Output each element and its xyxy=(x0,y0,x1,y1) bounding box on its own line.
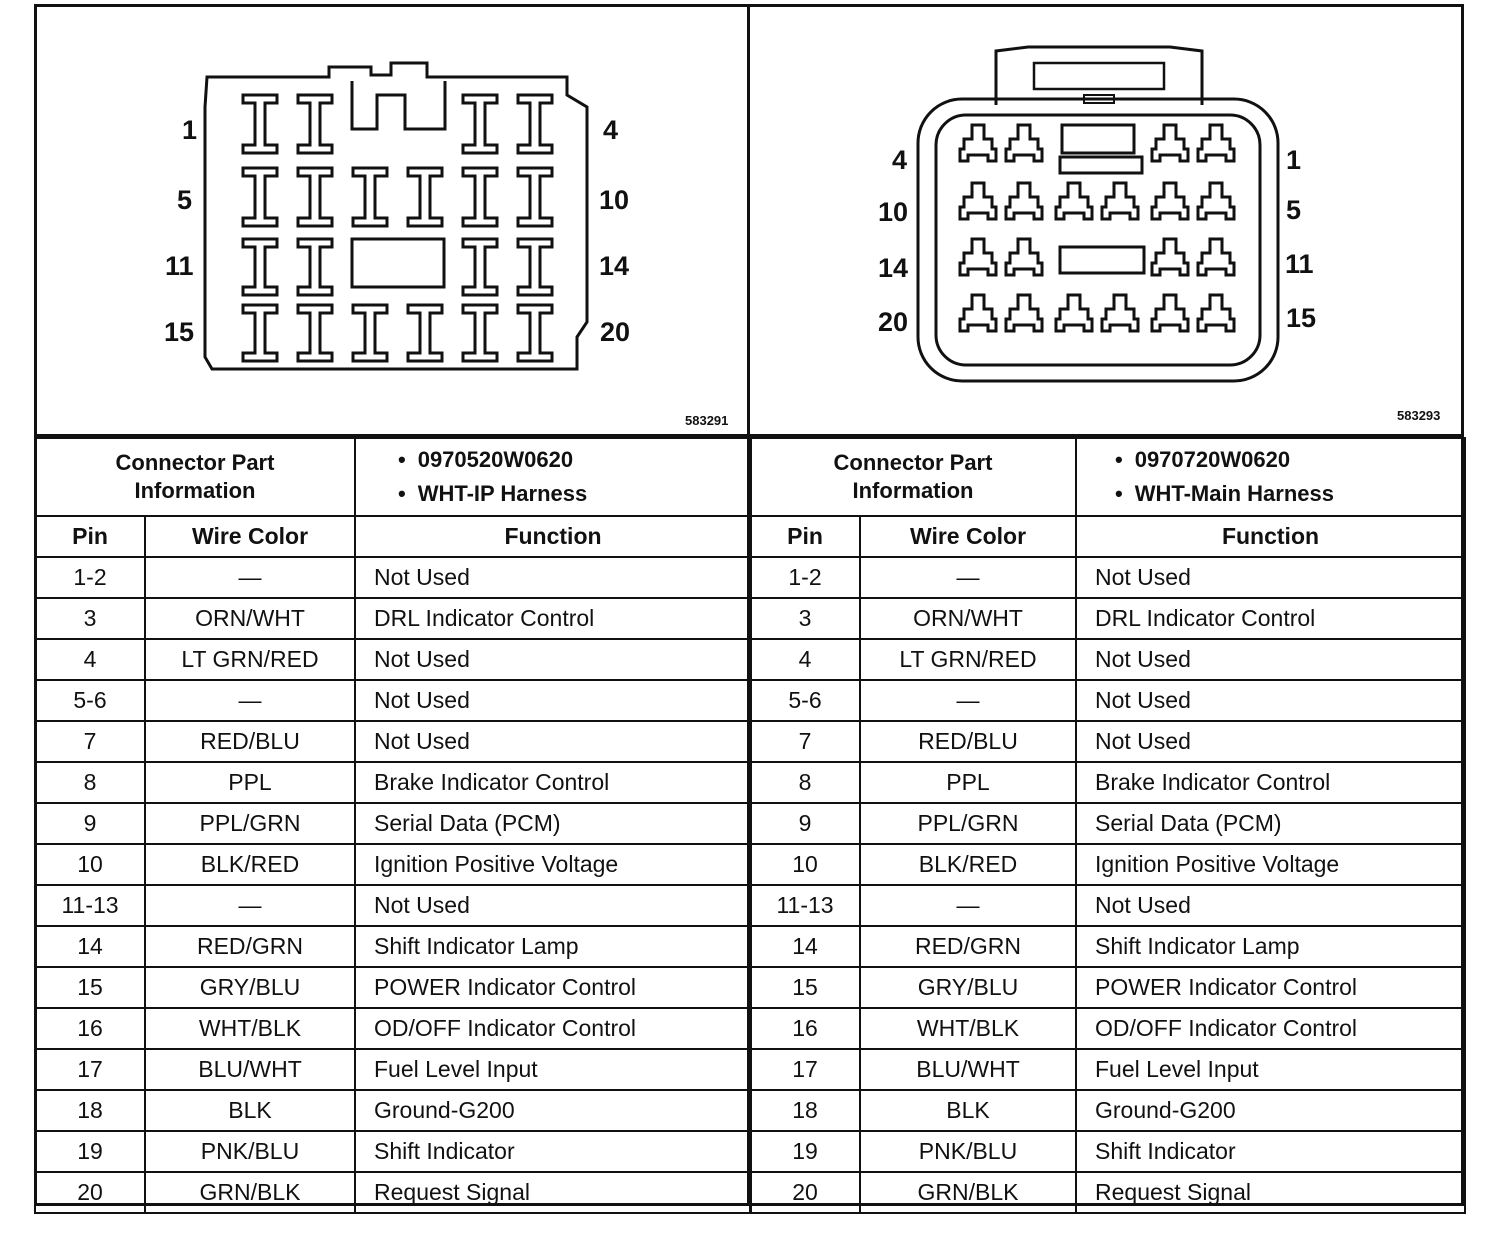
left-cell-pin: 8 xyxy=(35,762,145,803)
left-terminal xyxy=(518,168,552,226)
left-terminal xyxy=(353,168,387,226)
right-pin-label-row2-left: 10 xyxy=(878,197,909,227)
left-terminal-group xyxy=(243,95,552,361)
left-terminal xyxy=(518,95,552,153)
right-cell-pin: 20 xyxy=(750,1172,860,1213)
left-connector-drawing xyxy=(37,7,747,434)
right-pin-row xyxy=(750,557,1465,598)
right-cell-function: Ground-G200 xyxy=(1076,1090,1465,1131)
right-latch-slot xyxy=(1034,63,1164,89)
right-cell-pin: 5-6 xyxy=(750,680,860,721)
right-pin-row xyxy=(750,1172,1465,1213)
right-cell-color: GRY/BLU xyxy=(860,967,1076,1008)
right-pin-row xyxy=(750,1090,1465,1131)
right-cell-pin: 10 xyxy=(750,844,860,885)
right-info-details-cell xyxy=(1076,438,1465,516)
left-terminal xyxy=(408,168,442,226)
right-cell-color: WHT/BLK xyxy=(860,1008,1076,1049)
right-cell-color: BLU/WHT xyxy=(860,1049,1076,1090)
left-terminal xyxy=(463,239,497,295)
right-cell-function: POWER Indicator Control xyxy=(1076,967,1465,1008)
right-cell-pin: 18 xyxy=(750,1090,860,1131)
right-terminal xyxy=(1152,125,1188,161)
left-cell-color: PPL xyxy=(145,762,355,803)
right-blank-cavity xyxy=(1060,247,1144,273)
left-terminal xyxy=(243,239,277,295)
left-pin-row xyxy=(35,1049,751,1090)
left-cell-color: RED/BLU xyxy=(145,721,355,762)
left-cell-function: Not Used xyxy=(355,639,751,680)
left-part-number: • 0970520W0620 xyxy=(398,443,750,477)
left-cell-pin: 16 xyxy=(35,1008,145,1049)
left-cell-function: Ignition Positive Voltage xyxy=(355,844,751,885)
left-cell-color: — xyxy=(145,557,355,598)
left-header-row xyxy=(35,516,751,557)
left-cell-pin: 15 xyxy=(35,967,145,1008)
left-header-function: Function xyxy=(355,516,751,557)
left-terminal xyxy=(463,168,497,226)
left-cell-pin: 5-6 xyxy=(35,680,145,721)
right-connector-drawing xyxy=(750,7,1461,434)
left-cell-color: — xyxy=(145,680,355,721)
left-terminal xyxy=(298,305,332,361)
left-terminal xyxy=(298,95,332,153)
right-figure-id: 583293 xyxy=(1397,408,1441,423)
right-pin-row xyxy=(750,803,1465,844)
right-terminal xyxy=(1102,295,1138,331)
right-cell-pin: 15 xyxy=(750,967,860,1008)
left-cell-pin: 7 xyxy=(35,721,145,762)
right-terminal xyxy=(1198,239,1234,275)
right-part-number: • 0970720W0620 xyxy=(1115,443,1464,477)
right-cell-color: RED/BLU xyxy=(860,721,1076,762)
right-pin-label-row3-left: 14 xyxy=(878,253,909,283)
left-pin-label-top-right: 4 xyxy=(603,115,619,145)
left-cell-color: ORN/WHT xyxy=(145,598,355,639)
left-cell-function: Brake Indicator Control xyxy=(355,762,751,803)
left-pin-row xyxy=(35,885,751,926)
left-pin-row xyxy=(35,721,751,762)
right-pin-row xyxy=(750,639,1465,680)
left-cell-pin: 11-13 xyxy=(35,885,145,926)
right-terminal xyxy=(960,183,996,219)
left-cell-function: Shift Indicator Lamp xyxy=(355,926,751,967)
left-pin-label-row4-left: 15 xyxy=(164,317,195,347)
right-terminal xyxy=(1006,239,1042,275)
left-pin-row xyxy=(35,598,751,639)
right-connector-face xyxy=(750,7,1461,434)
right-cell-function: Brake Indicator Control xyxy=(1076,762,1465,803)
right-cell-pin: 16 xyxy=(750,1008,860,1049)
left-cell-pin: 9 xyxy=(35,803,145,844)
left-pin-row xyxy=(35,639,751,680)
right-pin-label-top-left: 4 xyxy=(892,145,908,175)
right-pin-label-row2-right: 5 xyxy=(1286,195,1302,225)
right-cell-function: OD/OFF Indicator Control xyxy=(1076,1008,1465,1049)
right-pin-row xyxy=(750,721,1465,762)
left-pin-row xyxy=(35,762,751,803)
right-cell-function: Not Used xyxy=(1076,557,1465,598)
right-cell-color: PPL/GRN xyxy=(860,803,1076,844)
right-pin-label-row4-right: 15 xyxy=(1286,303,1317,333)
left-pin-row xyxy=(35,1172,751,1213)
right-cell-color: PPL xyxy=(860,762,1076,803)
right-pin-row xyxy=(750,598,1465,639)
right-key-rib xyxy=(1062,125,1134,153)
left-cell-color: GRY/BLU xyxy=(145,967,355,1008)
left-connector-face xyxy=(37,7,747,434)
left-pin-row xyxy=(35,967,751,1008)
right-cell-function: DRL Indicator Control xyxy=(1076,598,1465,639)
left-info-details-cell xyxy=(355,438,751,516)
right-terminal xyxy=(960,239,996,275)
right-pin-label-row3-right: 11 xyxy=(1285,249,1314,279)
right-cell-color: — xyxy=(860,885,1076,926)
right-info-title-cell xyxy=(750,438,1076,516)
right-terminal xyxy=(1198,125,1234,161)
left-cell-color: RED/GRN xyxy=(145,926,355,967)
right-pin-row xyxy=(750,1008,1465,1049)
left-cell-pin: 1-2 xyxy=(35,557,145,598)
right-cell-pin: 3 xyxy=(750,598,860,639)
left-cell-pin: 19 xyxy=(35,1131,145,1172)
left-cell-function: Not Used xyxy=(355,885,751,926)
left-cell-function: Serial Data (PCM) xyxy=(355,803,751,844)
right-terminal xyxy=(960,295,996,331)
right-cell-function: Fuel Level Input xyxy=(1076,1049,1465,1090)
right-cell-color: — xyxy=(860,557,1076,598)
left-terminal xyxy=(408,305,442,361)
left-pin-label-row4-right: 20 xyxy=(600,317,631,347)
left-pin-row xyxy=(35,926,751,967)
right-cell-color: — xyxy=(860,680,1076,721)
left-cell-color: WHT/BLK xyxy=(145,1008,355,1049)
right-terminal xyxy=(1056,183,1092,219)
right-cell-color: PNK/BLU xyxy=(860,1131,1076,1172)
right-info-title: Connector Part Information xyxy=(833,450,993,503)
left-cell-function: Not Used xyxy=(355,680,751,721)
right-harness: • WHT-Main Harness xyxy=(1115,477,1464,511)
right-cell-function: Not Used xyxy=(1076,885,1465,926)
left-info-row xyxy=(35,438,751,516)
right-terminal xyxy=(1152,183,1188,219)
left-cell-pin: 10 xyxy=(35,844,145,885)
left-cell-function: Fuel Level Input xyxy=(355,1049,751,1090)
left-terminal xyxy=(353,305,387,361)
left-cell-pin: 18 xyxy=(35,1090,145,1131)
left-terminal xyxy=(463,95,497,153)
right-cell-function: Shift Indicator xyxy=(1076,1131,1465,1172)
right-cell-function: Serial Data (PCM) xyxy=(1076,803,1465,844)
left-cell-function: Not Used xyxy=(355,557,751,598)
left-pinout-table xyxy=(34,437,752,1214)
left-terminal xyxy=(298,239,332,295)
right-header-wire-color: Wire Color xyxy=(860,516,1076,557)
left-cell-pin: 4 xyxy=(35,639,145,680)
left-pin-label-row3-left: 11 xyxy=(165,251,194,281)
left-pin-label-row2-left: 5 xyxy=(177,185,193,215)
left-cell-function: Shift Indicator xyxy=(355,1131,751,1172)
right-key-bar xyxy=(1060,157,1142,173)
right-cell-function: Not Used xyxy=(1076,721,1465,762)
right-cell-function: Not Used xyxy=(1076,680,1465,721)
left-cell-function: Not Used xyxy=(355,721,751,762)
left-pin-row xyxy=(35,1008,751,1049)
left-terminal xyxy=(243,95,277,153)
right-cell-pin: 14 xyxy=(750,926,860,967)
right-terminal xyxy=(1152,239,1188,275)
right-cell-pin: 17 xyxy=(750,1049,860,1090)
left-pin-label-row3-right: 14 xyxy=(599,251,630,281)
left-cell-pin: 20 xyxy=(35,1172,145,1213)
right-header-row xyxy=(750,516,1465,557)
left-info-title: Connector Part Information xyxy=(115,450,275,503)
right-terminal xyxy=(1056,295,1092,331)
right-terminal xyxy=(1006,125,1042,161)
right-cell-function: Shift Indicator Lamp xyxy=(1076,926,1465,967)
left-pin-label-top-left: 1 xyxy=(182,115,198,145)
right-pin-row xyxy=(750,1131,1465,1172)
left-cell-color: BLK xyxy=(145,1090,355,1131)
left-terminal xyxy=(243,305,277,361)
left-header-wire-color: Wire Color xyxy=(145,516,355,557)
right-terminal xyxy=(1152,295,1188,331)
right-cell-color: GRN/BLK xyxy=(860,1172,1076,1213)
right-terminal xyxy=(1102,183,1138,219)
left-cell-function: OD/OFF Indicator Control xyxy=(355,1008,751,1049)
left-cell-color: PNK/BLU xyxy=(145,1131,355,1172)
right-terminal xyxy=(1006,183,1042,219)
right-pin-row xyxy=(750,1049,1465,1090)
right-pinout-table xyxy=(749,437,1466,1214)
right-pin-row xyxy=(750,967,1465,1008)
left-terminal xyxy=(518,305,552,361)
right-header-function: Function xyxy=(1076,516,1465,557)
left-cell-pin: 14 xyxy=(35,926,145,967)
left-cell-pin: 3 xyxy=(35,598,145,639)
right-cell-pin: 8 xyxy=(750,762,860,803)
right-cell-function: Not Used xyxy=(1076,639,1465,680)
left-terminal xyxy=(518,239,552,295)
right-terminal xyxy=(960,125,996,161)
right-pin-row xyxy=(750,762,1465,803)
left-pin-row xyxy=(35,680,751,721)
right-cell-color: ORN/WHT xyxy=(860,598,1076,639)
right-header-pin: Pin xyxy=(750,516,860,557)
right-cell-function: Request Signal xyxy=(1076,1172,1465,1213)
left-terminal xyxy=(298,168,332,226)
right-cell-color: LT GRN/RED xyxy=(860,639,1076,680)
left-terminal xyxy=(243,168,277,226)
left-cell-color: BLK/RED xyxy=(145,844,355,885)
left-cell-color: PPL/GRN xyxy=(145,803,355,844)
left-cell-color: LT GRN/RED xyxy=(145,639,355,680)
right-cell-function: Ignition Positive Voltage xyxy=(1076,844,1465,885)
left-connector-key xyxy=(352,81,445,129)
left-cell-function: DRL Indicator Control xyxy=(355,598,751,639)
right-cell-pin: 19 xyxy=(750,1131,860,1172)
left-pin-row xyxy=(35,557,751,598)
left-pin-row xyxy=(35,803,751,844)
right-pin-row xyxy=(750,885,1465,926)
right-cell-pin: 9 xyxy=(750,803,860,844)
left-cell-color: — xyxy=(145,885,355,926)
right-cell-pin: 11-13 xyxy=(750,885,860,926)
right-pin-row xyxy=(750,844,1465,885)
left-cell-function: POWER Indicator Control xyxy=(355,967,751,1008)
right-terminal xyxy=(1198,183,1234,219)
right-terminal xyxy=(1006,295,1042,331)
left-harness: • WHT-IP Harness xyxy=(398,477,750,511)
left-figure-id: 583291 xyxy=(685,413,729,428)
right-cell-color: BLK xyxy=(860,1090,1076,1131)
left-cell-color: BLU/WHT xyxy=(145,1049,355,1090)
left-terminal xyxy=(463,305,497,361)
left-cell-color: GRN/BLK xyxy=(145,1172,355,1213)
left-pin-row xyxy=(35,1131,751,1172)
left-header-pin: Pin xyxy=(35,516,145,557)
right-cell-pin: 1-2 xyxy=(750,557,860,598)
right-info-row xyxy=(750,438,1465,516)
left-cell-pin: 17 xyxy=(35,1049,145,1090)
right-pin-label-row4-left: 20 xyxy=(878,307,909,337)
left-pin-row xyxy=(35,844,751,885)
right-pin-row xyxy=(750,680,1465,721)
right-cell-pin: 7 xyxy=(750,721,860,762)
right-pin-row xyxy=(750,926,1465,967)
left-blank-cavity xyxy=(352,239,444,287)
right-latch xyxy=(996,47,1202,105)
right-cell-pin: 4 xyxy=(750,639,860,680)
right-pin-label-top-right: 1 xyxy=(1286,145,1302,175)
left-cell-function: Request Signal xyxy=(355,1172,751,1213)
left-cell-function: Ground-G200 xyxy=(355,1090,751,1131)
right-cell-color: RED/GRN xyxy=(860,926,1076,967)
right-terminal xyxy=(1198,295,1234,331)
right-cell-color: BLK/RED xyxy=(860,844,1076,885)
left-pin-label-row2-right: 10 xyxy=(599,185,630,215)
left-info-title-cell xyxy=(35,438,355,516)
left-pin-row xyxy=(35,1090,751,1131)
